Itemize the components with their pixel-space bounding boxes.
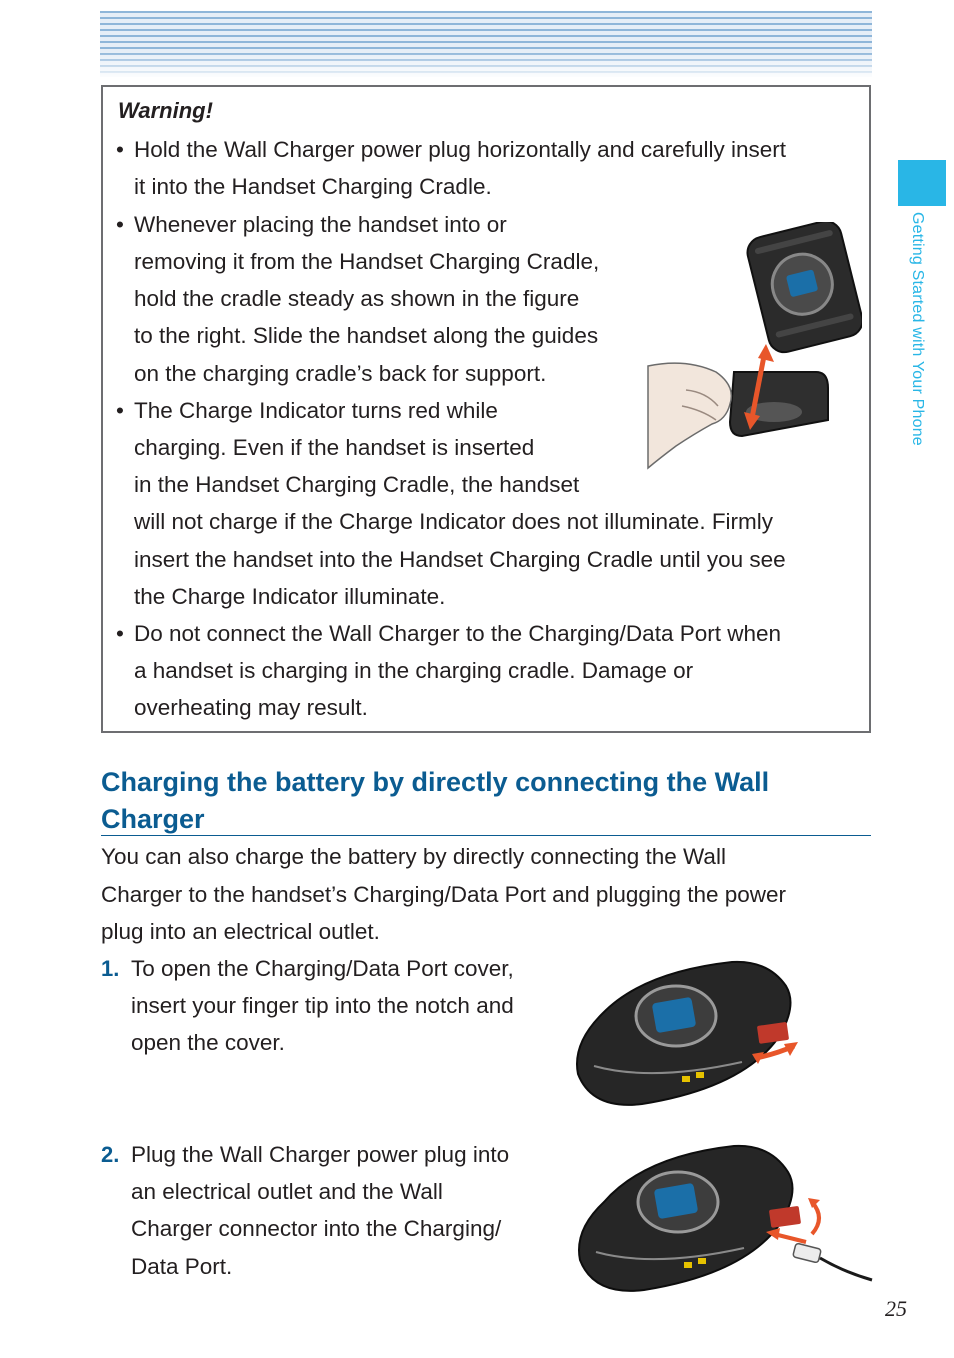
- warning-line: in the Handset Charging Cradle, the handset: [134, 472, 580, 497]
- phone-port-cover-illustration: [572, 958, 808, 1112]
- bullet-glyph: •: [116, 621, 124, 646]
- warning-line: Whenever placing the handset into or: [134, 212, 507, 237]
- intro-line: Charger to the handset’s Charging/Data Port and plugging the power: [101, 882, 787, 907]
- warning-line: to the right. Slide the handset along the guides: [134, 323, 599, 348]
- warning-title: Warning!: [118, 98, 213, 123]
- section-heading-line: Charger: [101, 804, 205, 834]
- heading-rule: [101, 835, 871, 836]
- section-heading: [101, 764, 871, 838]
- cradle-illustration: [646, 222, 862, 474]
- warning-line: on the charging cradle’s back for support.: [134, 361, 547, 386]
- warning-line: removing it from the Handset Charging Cradle,: [134, 249, 600, 274]
- warning-line: will not charge if the Charge Indicator does not illuminate. Firmly: [134, 509, 774, 534]
- warning-line: charging. Even if the handset is inserted: [134, 435, 535, 460]
- warning-line: overheating may result.: [134, 695, 368, 720]
- header-stripe-banner: [100, 11, 872, 77]
- step-line: an electrical outlet and the Wall: [131, 1179, 443, 1204]
- bullet-glyph: •: [116, 212, 124, 237]
- warning-line: Do not connect the Wall Charger to the Charging/Data Port when: [134, 621, 782, 646]
- warning-line: a handset is charging in the charging cradle. Damage or: [134, 658, 694, 683]
- warning-line: hold the cradle steady as shown in the figure: [134, 286, 580, 311]
- step-line: Charger connector into the Charging/: [131, 1216, 502, 1241]
- intro-line: You can also charge the battery by directly connecting the Wall: [101, 844, 726, 869]
- warning-line: insert the handset into the Handset Charging Cradle until you see: [134, 547, 786, 572]
- page-number: 25: [885, 1296, 907, 1321]
- step-line: insert your finger tip into the notch and: [131, 993, 514, 1018]
- step-line: open the cover.: [131, 1030, 285, 1055]
- step-number: 2.: [101, 1142, 120, 1167]
- bullet-glyph: •: [116, 398, 124, 423]
- warning-line: the Charge Indicator illuminate.: [134, 584, 446, 609]
- bullet-glyph: •: [116, 137, 124, 162]
- warning-line: Hold the Wall Charger power plug horizontally and carefully insert: [134, 137, 786, 162]
- step-line: To open the Charging/Data Port cover,: [131, 956, 514, 981]
- warning-line: The Charge Indicator turns red while: [134, 398, 498, 423]
- intro-line: plug into an electrical outlet.: [101, 919, 380, 944]
- chapter-tab-marker: [898, 160, 946, 206]
- step-line: Plug the Wall Charger power plug into: [131, 1142, 510, 1167]
- step-number: 1.: [101, 956, 120, 981]
- phone-in-cradle: [744, 222, 862, 356]
- warning-line: it into the Handset Charging Cradle.: [134, 174, 492, 199]
- section-heading-line: Charging the battery by directly connecting the Wall: [101, 767, 770, 797]
- phone-charger-connection-illustration: [574, 1142, 874, 1298]
- step-line: Data Port.: [131, 1254, 233, 1279]
- chapter-tab-label: Getting Started with Your Phone: [909, 212, 926, 446]
